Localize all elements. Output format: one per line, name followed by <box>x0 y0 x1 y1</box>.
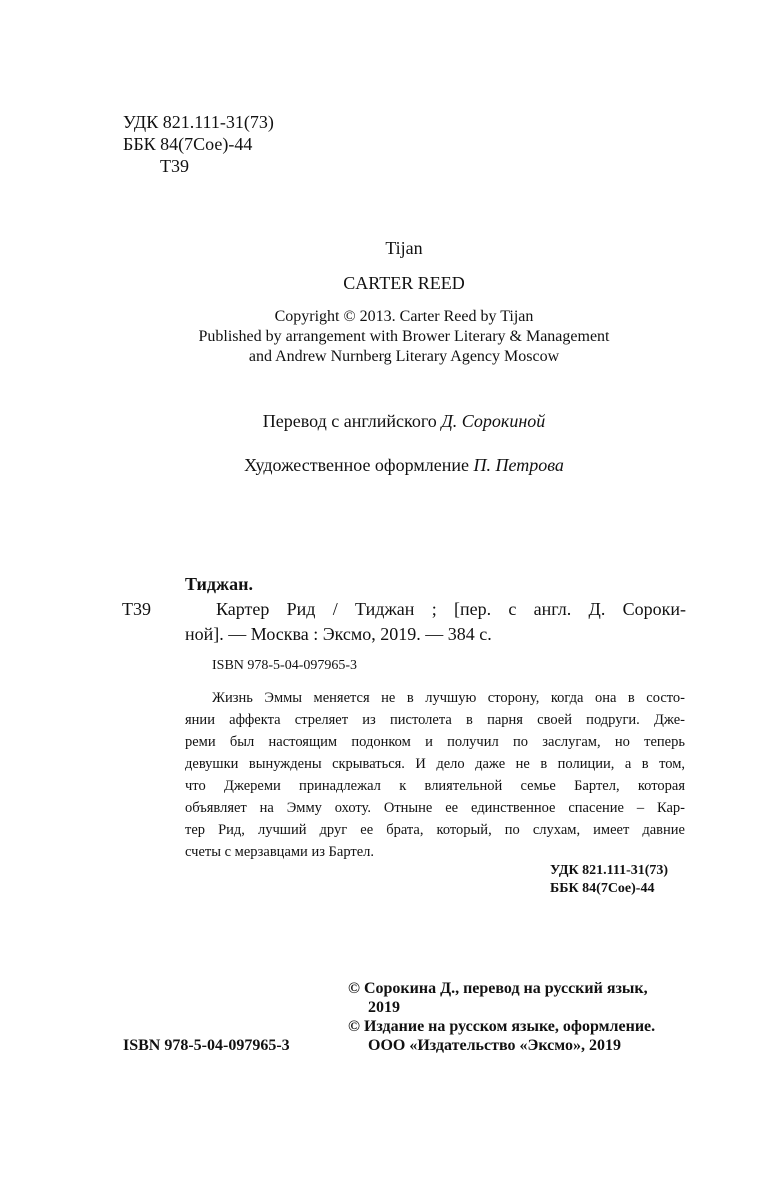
annotation-line: тер Рид, лучший друг ее брата, который, по слухам, имеет давние <box>185 822 685 838</box>
catalog-heading: Тиджан. <box>185 574 253 594</box>
annotation-line: Жизнь Эммы меняется не в лучшую сторону, когда она в состо- <box>212 690 685 706</box>
footer-bbk-code: ББК 84(7Сое)-44 <box>550 881 655 896</box>
copyright-line-3: and Andrew Nurnberg Literary Agency Moscow <box>248 348 560 365</box>
designer-name: П. Петрова <box>473 455 564 475</box>
annotation-line: реми был настоящим подонком и получил по заслугам, но теперь <box>185 734 685 750</box>
rights-publisher-line: ООО «Издательство «Эксмо», 2019 <box>368 1037 621 1054</box>
design-prefix: Художественное оформление <box>244 455 469 475</box>
catalog-line-1: Картер Рид / Тиджан ; [пер. с англ. Д. Сороки- <box>216 599 686 619</box>
catalog-isbn: ISBN 978-5-04-097965-3 <box>212 658 358 673</box>
copyright-line-2: Published by arrangement with Brower Literary & Management <box>198 328 610 345</box>
annotation-line: янии аффекта стреляет из пистолета в парня своей подруги. Дже- <box>185 712 685 728</box>
footer-udk-code: УДК 821.111-31(73) <box>550 863 669 878</box>
original-title: CARTER REED <box>343 273 465 293</box>
udk-code: УДК 821.111-31(73) <box>123 112 274 132</box>
translation-prefix: Перевод с английского <box>262 411 437 431</box>
bbk-code: ББК 84(7Сое)-44 <box>123 134 253 154</box>
rights-edition-line: © Издание на русском языке, оформление. <box>348 1018 656 1035</box>
annotation-line: девушки вынуждены скрываться. И дело даже не в полиции, а в том, <box>185 756 685 772</box>
bottom-isbn: ISBN 978-5-04-097965-3 <box>123 1037 290 1054</box>
author-mark: Т39 <box>160 156 189 176</box>
copyright-line-1: Copyright © 2013. Carter Reed by Tijan <box>274 308 534 325</box>
rights-translation-line: © Сорокина Д., перевод на русский язык, <box>348 980 648 997</box>
annotation-line: объявляет на Эмму охоту. Отныне ее единственное спасение – Кар- <box>185 800 685 816</box>
original-author: Tijan <box>385 238 423 258</box>
translation-credit <box>0 411 768 432</box>
catalog-line-2: ной]. — Москва : Эксмо, 2019. — 384 с. <box>185 624 492 644</box>
annotation-line: счеты с мерзавцами из Бартел. <box>185 844 375 860</box>
annotation-line: что Джереми принадлежал к влиятельной семье Бартел, которая <box>185 778 685 794</box>
rights-translation-year: 2019 <box>368 999 400 1016</box>
design-credit <box>0 455 768 476</box>
catalog-mark: Т39 <box>122 599 151 619</box>
translator-name: Д. Сорокиной <box>441 411 546 431</box>
